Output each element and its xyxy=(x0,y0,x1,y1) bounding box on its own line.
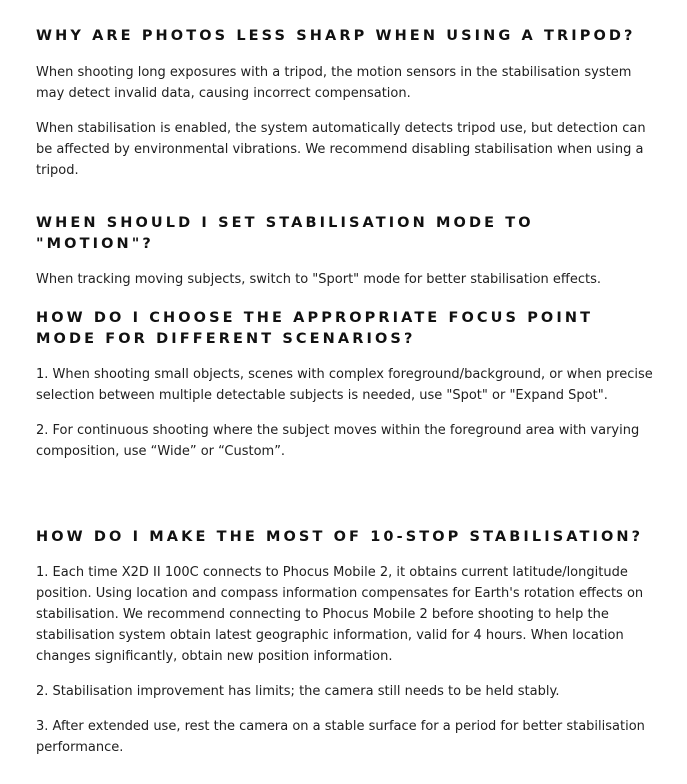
faq-answer-paragraph: 1. When shooting small objects, scenes with complex foreground/background, or when precise selection between multiple detectable subjects is needed, use "Spot" or "Expand Spot". xyxy=(36,367,653,403)
faq-question: WHY ARE PHOTOS LESS SHARP WHEN USING A TRIPOD? xyxy=(36,28,636,44)
faq-answer-paragraph: When stabilisation is enabled, the system automatically detects tripod use, but detection can be affected by environmental vibrations. We recommend disabling stabilisation when using a tripod. xyxy=(36,121,646,178)
faq-answer-paragraph: When tracking moving subjects, switch to "Sport" mode for better stabilisation effects. xyxy=(36,272,602,287)
faq-question: HOW DO I MAKE THE MOST OF 10-STOP STABILISATION? xyxy=(36,529,644,545)
faq-item-focus-point-mode xyxy=(36,308,656,462)
faq-item-10-stop-stabilisation xyxy=(36,527,656,758)
faq-answer-paragraph: When shooting long exposures with a tripod, the motion sensors in the stabilisation system may detect invalid data, causing incorrect compensation. xyxy=(36,65,632,101)
faq-answer-paragraph: 2. Stabilisation improvement has limits; the camera still needs to be held stably. xyxy=(36,684,560,699)
faq-answer-paragraph: 1. Each time X2D II 100C connects to Phocus Mobile 2, it obtains current latitude/longitude position. Using location and compass information compensates for Earth's rotation effects on stabilisation. We recommend connecting to Phocus Mobile 2 before shooting to help the stabilisation system obtain latest geographic information, valid for 4 hours. When location changes significantly, obtain new position information. xyxy=(36,565,644,664)
faq-answer-paragraph: 2. For continuous shooting where the subject moves within the foreground area with varying composition, use “Wide” or “Custom”. xyxy=(36,423,640,459)
faq-question: WHEN SHOULD I SET STABILISATION MODE TO "MOTION"? xyxy=(36,215,534,252)
faq-question: HOW DO I CHOOSE THE APPROPRIATE FOCUS POINT MODE FOR DIFFERENT SCENARIOS? xyxy=(36,310,594,347)
faq-item-motion-mode xyxy=(36,213,656,290)
faq-item-tripod-sharpness xyxy=(36,26,656,181)
faq-answer-paragraph: 3. After extended use, rest the camera on a stable surface for a period for better stabilisation performance. xyxy=(36,719,645,755)
